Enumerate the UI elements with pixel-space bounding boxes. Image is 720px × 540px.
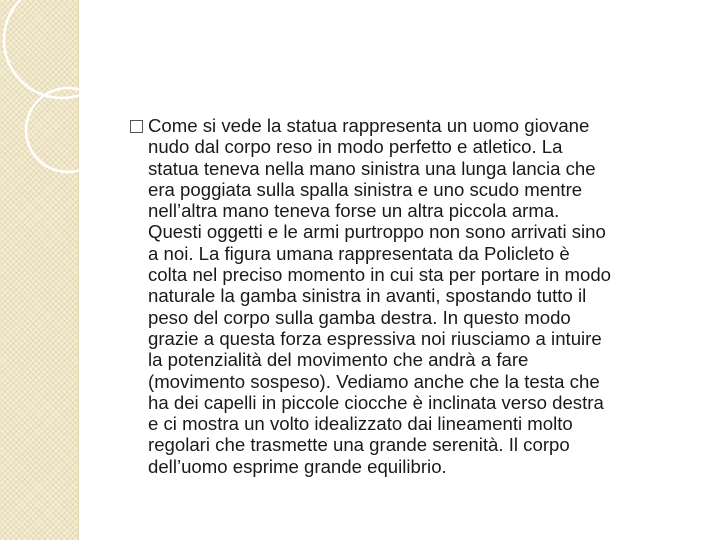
bullet-checkbox-icon (130, 120, 143, 133)
decorative-ring-large (4, 0, 120, 98)
decorative-ring-small (26, 88, 110, 172)
decorative-rings (0, 0, 140, 220)
slide-body-text: Come si vede la statua rappresenta un uomo giovane nudo dal corpo reso in modo perfetto e atletico. La statua teneva nella mano sinistra una lunga lancia che era poggiata sulla spalla sinistra e uno scudo mentre nell’altra mano teneva forse un altra piccola arma. Questi oggetti e le armi purtroppo non sono arrivati sino a noi. La figura umana rappresentata da Policleto è colta nel preciso momento in cui sta per portare in modo naturale la gamba sinistra in avanti, spostando tutto il peso del corpo sulla gamba destra. In questo modo grazie a questa forza espressiva noi riusciamo a intuire la potenzialità del movimento che andrà a fare (movimento sospeso). Vediamo anche che la testa che ha dei capelli in piccole ciocche è inclinata verso destra e ci mostra un volto idealizzato dai lineamenti molto regolari che trasmette una grande serenità. Il corpo dell’uomo esprime grande equilibrio. (148, 115, 612, 477)
